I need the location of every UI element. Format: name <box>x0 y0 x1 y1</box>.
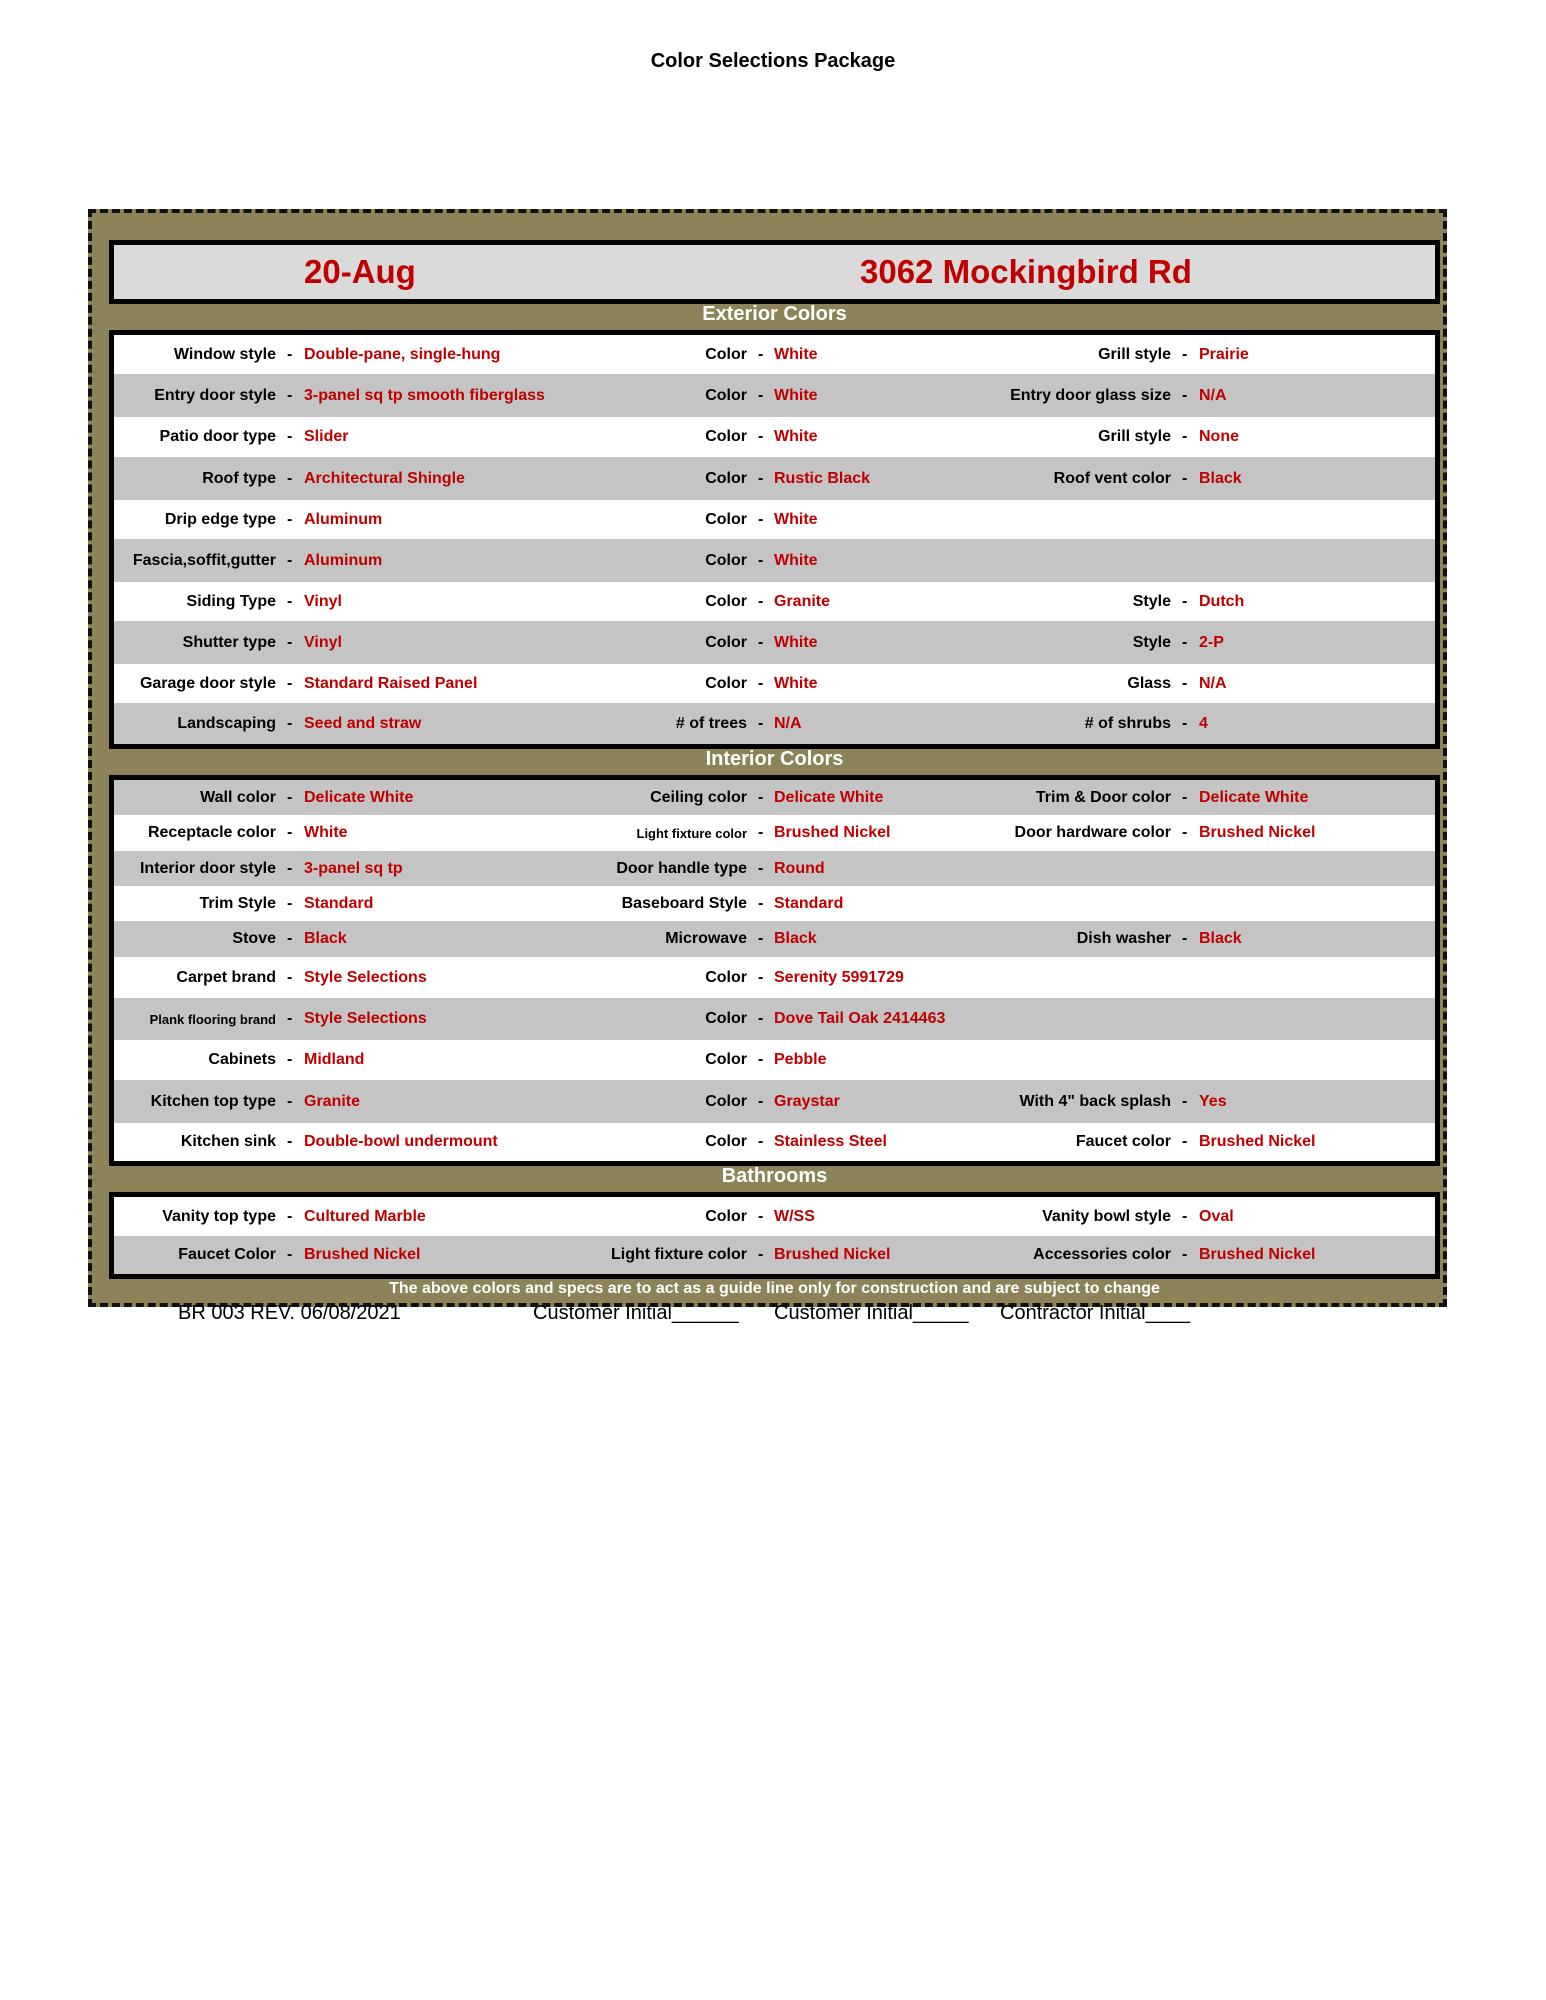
field-label-garage-door-style: Garage door style <box>139 674 276 692</box>
field-label-color: Color <box>705 386 747 404</box>
field-separator: - <box>287 674 293 692</box>
field-label-microwave: Microwave <box>665 930 747 947</box>
field-separator: - <box>758 551 764 569</box>
table-row <box>114 780 1435 815</box>
field-value-baseboard-style: Standard <box>774 894 844 912</box>
field-label-accessories-color: Accessories color <box>1033 1246 1171 1263</box>
field-label-kitchen-sink: Kitchen sink <box>180 1133 276 1150</box>
field-separator: - <box>1182 469 1188 487</box>
field-value-shutter-type: Vinyl <box>304 633 342 651</box>
disclaimer-note: The above colors and specs are to act as a guide line only for construction and are subject to change <box>389 1280 1160 1297</box>
field-value-siding-type: Vinyl <box>304 592 342 610</box>
field-separator: - <box>758 428 764 445</box>
field-value-style: Dutch <box>1199 592 1245 610</box>
header-address: 3062 Mockingbird Rd <box>860 253 1192 290</box>
field-label-light-fixture-color: Light fixture color <box>636 825 747 841</box>
field-label-interior-door-style: Interior door style <box>139 859 276 877</box>
field-label-siding-type: Siding Type <box>186 592 276 610</box>
field-value-window-style: Double-pane, single-hung <box>304 345 501 363</box>
field-label-light-fixture-color: Light fixture color <box>611 1246 747 1263</box>
table-row <box>114 621 1435 664</box>
field-separator: - <box>1182 824 1188 841</box>
field-separator: - <box>758 824 764 841</box>
field-separator: - <box>758 510 764 528</box>
field-label-of-shrubs: # of shrubs <box>1084 714 1171 732</box>
field-value-color: White <box>774 674 818 692</box>
table-row <box>114 1236 1435 1274</box>
field-value-roof-vent-color: Black <box>1199 469 1242 487</box>
revision-code: BR 003 REV. 06/08/2021 <box>178 1302 401 1324</box>
field-separator: - <box>287 428 293 445</box>
field-value-patio-door-type: Slider <box>304 428 349 445</box>
table-row <box>114 886 1435 921</box>
field-label-color: Color <box>705 674 747 692</box>
field-label-roof-type: Roof type <box>202 469 276 487</box>
field-value-interior-door-style: 3-panel sq tp <box>304 859 403 877</box>
field-value-cabinets: Midland <box>304 1051 365 1068</box>
field-separator: - <box>287 714 293 732</box>
exterior-colors-table <box>109 330 1440 749</box>
field-label-landscaping: Landscaping <box>177 714 276 732</box>
field-value-color: White <box>774 345 818 363</box>
field-separator: - <box>758 592 764 610</box>
table-row <box>114 374 1435 417</box>
field-separator: - <box>758 1010 764 1027</box>
field-value-plank-flooring-brand: Style Selections <box>304 1010 427 1027</box>
field-separator: - <box>758 469 764 487</box>
field-value-kitchen-sink: Double-bowl undermount <box>304 1133 498 1150</box>
table-row <box>114 815 1435 851</box>
field-separator: - <box>1182 633 1188 651</box>
field-label-kitchen-top-type: Kitchen top type <box>150 1092 276 1110</box>
field-label-color: Color <box>705 1092 747 1110</box>
field-value-color: Stainless Steel <box>774 1133 887 1150</box>
field-separator: - <box>287 510 293 528</box>
field-separator: - <box>287 859 293 877</box>
customer-initial-2: Customer Initial_____ <box>774 1302 969 1324</box>
header-box <box>109 240 1440 304</box>
table-row <box>114 664 1435 703</box>
field-value-entry-door-glass-size: N/A <box>1199 386 1227 404</box>
field-label-vanity-top-type: Vanity top type <box>162 1207 276 1225</box>
field-label-of-trees: # of trees <box>675 714 747 732</box>
field-label-drip-edge-type: Drip edge type <box>164 510 276 528</box>
field-separator: - <box>287 551 293 569</box>
field-value-vanity-top-type: Cultured Marble <box>304 1207 426 1225</box>
field-value-color: White <box>774 386 818 404</box>
field-label-glass: Glass <box>1127 674 1171 692</box>
field-label-entry-door-glass-size: Entry door glass size <box>1010 386 1171 404</box>
field-separator: - <box>287 592 293 610</box>
field-label-color: Color <box>705 968 747 986</box>
field-label-fascia-soffit-gutter: Fascia,soffit,gutter <box>132 551 276 569</box>
field-separator: - <box>287 968 293 986</box>
field-separator: - <box>287 824 293 841</box>
field-separator: - <box>758 968 764 986</box>
field-value-of-trees: N/A <box>774 714 802 732</box>
field-separator: - <box>758 788 764 806</box>
field-separator: - <box>1182 674 1188 692</box>
field-label-with-4-back-splash: With 4" back splash <box>1019 1092 1171 1110</box>
customer-initial-1: Customer Initial______ <box>533 1302 739 1324</box>
field-separator: - <box>287 894 293 912</box>
field-value-of-shrubs: 4 <box>1199 714 1208 732</box>
field-label-faucet-color: Faucet color <box>1075 1133 1171 1150</box>
field-label-trim-door-color: Trim & Door color <box>1035 788 1171 806</box>
field-value-color: Granite <box>774 592 831 610</box>
field-separator: - <box>1182 428 1188 445</box>
field-value-color: W/SS <box>774 1207 815 1225</box>
table-row <box>114 335 1435 374</box>
interior-colors-table <box>109 775 1440 1166</box>
field-label-door-handle-type: Door handle type <box>616 859 747 877</box>
field-separator: - <box>758 633 764 651</box>
field-value-landscaping: Seed and straw <box>304 714 422 732</box>
field-separator: - <box>287 633 293 651</box>
field-label-color: Color <box>705 345 747 363</box>
field-value-light-fixture-color: Brushed Nickel <box>774 824 891 841</box>
field-label-trim-style: Trim Style <box>199 894 276 912</box>
table-row <box>114 1080 1435 1123</box>
field-separator: - <box>1182 345 1188 363</box>
field-separator: - <box>758 345 764 363</box>
field-value-color: White <box>774 633 818 651</box>
field-label-roof-vent-color: Roof vent color <box>1053 469 1171 487</box>
field-value-trim-door-color: Delicate White <box>1199 788 1309 806</box>
field-value-accessories-color: Brushed Nickel <box>1199 1246 1316 1263</box>
field-label-plank-flooring-brand: Plank flooring brand <box>149 1011 276 1027</box>
field-value-door-handle-type: Round <box>774 859 825 877</box>
field-value-with-4-back-splash: Yes <box>1199 1092 1227 1110</box>
field-separator: - <box>758 1092 764 1110</box>
field-label-carpet-brand: Carpet brand <box>176 968 276 986</box>
field-value-color: White <box>774 428 818 445</box>
table-row <box>114 500 1435 539</box>
field-label-door-hardware-color: Door hardware color <box>1014 824 1171 841</box>
field-separator: - <box>287 1092 293 1110</box>
field-separator: - <box>1182 1246 1188 1263</box>
field-label-entry-door-style: Entry door style <box>154 386 276 404</box>
field-label-grill-style: Grill style <box>1098 428 1171 445</box>
field-value-garage-door-style: Standard Raised Panel <box>304 674 478 692</box>
field-separator: - <box>1182 788 1188 806</box>
field-value-door-hardware-color: Brushed Nickel <box>1199 824 1316 841</box>
field-value-microwave: Black <box>774 930 817 947</box>
field-separator: - <box>758 386 764 404</box>
field-separator: - <box>758 1133 764 1150</box>
field-separator: - <box>287 469 293 487</box>
field-label-baseboard-style: Baseboard Style <box>621 894 747 912</box>
field-label-shutter-type: Shutter type <box>182 633 276 651</box>
bathrooms-table <box>109 1192 1440 1279</box>
field-value-faucet-color: Brushed Nickel <box>304 1246 421 1263</box>
field-separator: - <box>287 930 293 947</box>
field-separator: - <box>287 1246 293 1263</box>
field-separator: - <box>758 894 764 912</box>
field-label-receptacle-color: Receptacle color <box>147 824 276 841</box>
field-separator: - <box>287 386 293 404</box>
field-label-dish-washer: Dish washer <box>1076 930 1171 947</box>
field-separator: - <box>758 1207 764 1225</box>
field-separator: - <box>287 345 293 363</box>
field-label-patio-door-type: Patio door type <box>159 428 276 445</box>
field-label-stove: Stove <box>232 930 276 947</box>
field-separator: - <box>758 1051 764 1068</box>
field-separator: - <box>758 1246 764 1263</box>
field-label-color: Color <box>705 1133 747 1150</box>
field-value-color: Dove Tail Oak 2414463 <box>774 1010 946 1027</box>
field-label-color: Color <box>705 469 747 487</box>
table-row <box>114 957 1435 998</box>
section-title-interior: Interior Colors <box>705 748 844 770</box>
field-label-faucet-color: Faucet Color <box>178 1246 276 1263</box>
field-label-color: Color <box>705 633 747 651</box>
field-value-carpet-brand: Style Selections <box>304 968 427 986</box>
table-row <box>114 417 1435 457</box>
field-value-style: 2-P <box>1199 633 1224 651</box>
field-separator: - <box>1182 386 1188 404</box>
field-label-color: Color <box>705 592 747 610</box>
table-row <box>114 921 1435 957</box>
field-label-cabinets: Cabinets <box>208 1051 276 1068</box>
field-separator: - <box>287 1010 293 1027</box>
field-value-dish-washer: Black <box>1199 930 1242 947</box>
field-label-color: Color <box>705 510 747 528</box>
field-value-trim-style: Standard <box>304 894 374 912</box>
field-label-wall-color: Wall color <box>200 788 276 806</box>
table-row <box>114 851 1435 886</box>
field-separator: - <box>1182 930 1188 947</box>
field-label-color: Color <box>705 1207 747 1225</box>
field-value-kitchen-top-type: Granite <box>304 1092 361 1110</box>
contractor-initial: Contractor Initial____ <box>1000 1302 1191 1324</box>
section-title-bathrooms: Bathrooms <box>721 1165 828 1187</box>
field-separator: - <box>1182 592 1188 610</box>
field-value-ceiling-color: Delicate White <box>774 788 884 806</box>
field-label-color: Color <box>705 1010 747 1027</box>
field-value-wall-color: Delicate White <box>304 788 414 806</box>
field-value-faucet-color: Brushed Nickel <box>1199 1133 1316 1150</box>
page-title: Color Selections Package <box>650 50 896 72</box>
field-label-style: Style <box>1132 592 1171 610</box>
field-value-drip-edge-type: Aluminum <box>304 510 383 528</box>
field-separator: - <box>287 1051 293 1068</box>
field-separator: - <box>1182 1133 1188 1150</box>
field-value-receptacle-color: White <box>304 824 348 841</box>
table-row <box>114 457 1435 500</box>
field-label-color: Color <box>705 428 747 445</box>
field-value-color: Pebble <box>774 1051 827 1068</box>
field-separator: - <box>758 714 764 732</box>
field-value-color: Serenity 5991729 <box>774 968 904 986</box>
field-separator: - <box>1182 714 1188 732</box>
field-separator: - <box>287 1207 293 1225</box>
field-value-color: Rustic Black <box>774 469 871 487</box>
field-value-stove: Black <box>304 930 347 947</box>
header-date: 20-Aug <box>304 253 416 290</box>
field-separator: - <box>1182 1092 1188 1110</box>
field-label-window-style: Window style <box>173 345 276 363</box>
field-value-color: Graystar <box>774 1092 840 1110</box>
table-row <box>114 703 1435 744</box>
table-row <box>114 539 1435 582</box>
field-value-glass: N/A <box>1199 674 1227 692</box>
table-row <box>114 1197 1435 1236</box>
field-separator: - <box>287 1133 293 1150</box>
field-separator: - <box>1182 1207 1188 1225</box>
table-row <box>114 1040 1435 1080</box>
field-value-color: White <box>774 551 818 569</box>
field-value-light-fixture-color: Brushed Nickel <box>774 1246 891 1263</box>
table-row <box>114 1123 1435 1161</box>
field-value-color: White <box>774 510 818 528</box>
field-value-fascia-soffit-gutter: Aluminum <box>304 551 383 569</box>
field-label-vanity-bowl-style: Vanity bowl style <box>1042 1207 1171 1225</box>
field-label-ceiling-color: Ceiling color <box>650 788 747 806</box>
field-value-grill-style: Prairie <box>1199 345 1249 363</box>
field-value-entry-door-style: 3-panel sq tp smooth fiberglass <box>304 386 545 404</box>
field-value-grill-style: None <box>1199 428 1239 445</box>
section-title-exterior: Exterior Colors <box>702 303 847 325</box>
field-label-style: Style <box>1132 633 1171 651</box>
table-row <box>114 998 1435 1040</box>
field-separator: - <box>758 674 764 692</box>
table-row <box>114 582 1435 621</box>
field-label-grill-style: Grill style <box>1098 345 1171 363</box>
field-separator: - <box>287 788 293 806</box>
field-value-roof-type: Architectural Shingle <box>304 469 465 487</box>
field-label-color: Color <box>705 551 747 569</box>
field-label-color: Color <box>705 1051 747 1068</box>
field-separator: - <box>758 859 764 877</box>
field-separator: - <box>758 930 764 947</box>
field-value-vanity-bowl-style: Oval <box>1199 1207 1234 1225</box>
